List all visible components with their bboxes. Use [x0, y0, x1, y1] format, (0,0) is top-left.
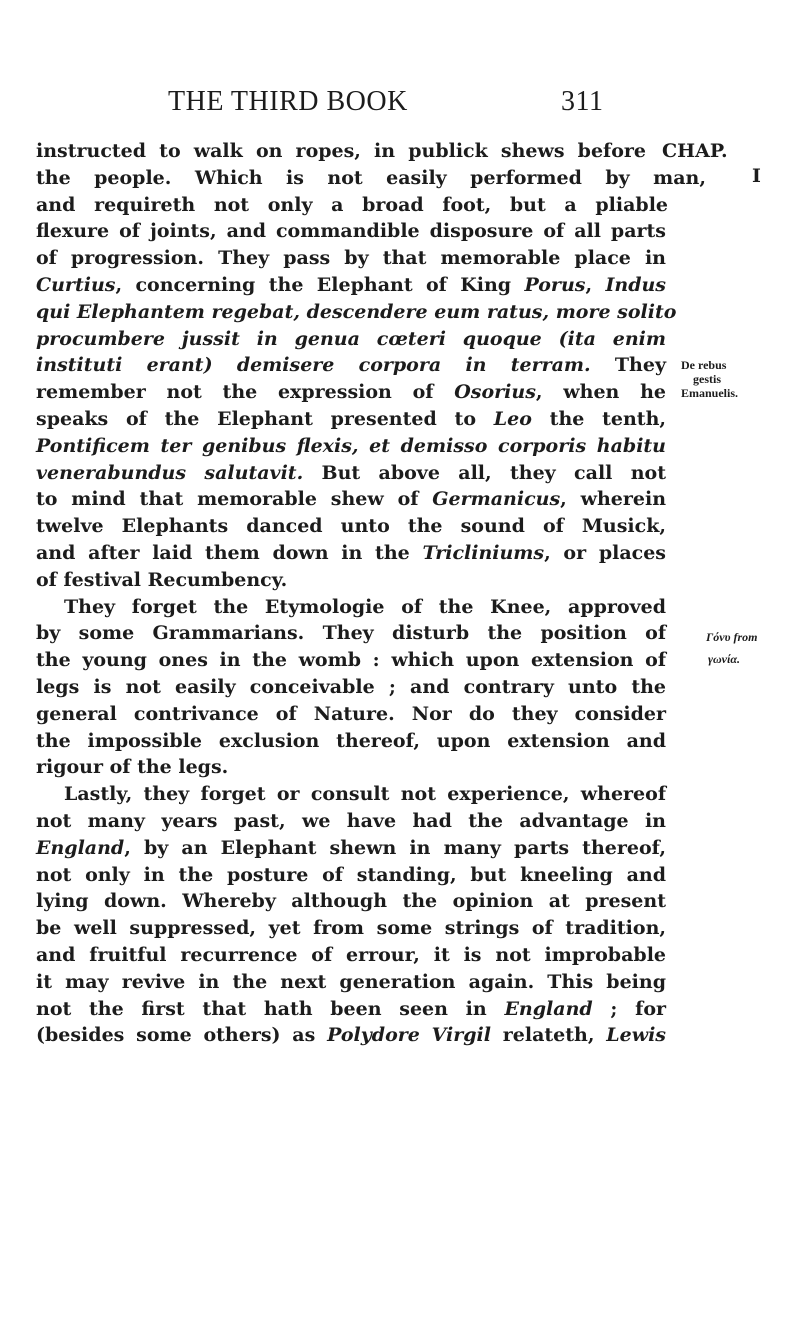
- text-line: be well suppressed, yet from some strings of tradition,: [36, 917, 666, 940]
- text-line: [36, 352, 666, 379]
- text-line: the impossible exclusion thereof, upon extension and: [36, 729, 666, 752]
- text-line: not many years past, we have had the advantage in: [36, 809, 666, 832]
- text-span: remember not the expression of: [36, 381, 455, 404]
- text-line: rigour of the legs.: [36, 756, 229, 779]
- margin-note-line: γωνία.: [708, 652, 740, 666]
- italic-text: Indus: [605, 273, 666, 296]
- page-number: 311: [561, 86, 604, 117]
- italic-text: Germanicus: [432, 488, 561, 511]
- text-span: , wherein: [560, 488, 667, 511]
- text-line: [36, 996, 666, 1023]
- italic-text: venerabundus salutavit.: [36, 461, 304, 484]
- text-line: legs is not easily conceivable ; and contrary unto the: [36, 675, 666, 698]
- text-line: general contrivance of Nature. Nor do they consider: [36, 702, 666, 725]
- text-line: flexure of joints, and commandible disposure of all parts: [36, 220, 666, 243]
- text-span: not the first that hath been seen in: [36, 997, 505, 1020]
- text-line: the people. Which is not easily performed by man,: [36, 166, 706, 189]
- text-line: They forget the Etymologie of the Knee, approved: [64, 595, 666, 618]
- text-line: [36, 272, 666, 299]
- text-line: [36, 433, 666, 460]
- text-span: the tenth,: [531, 407, 666, 430]
- text-span: , concerning the Elephant of King: [115, 273, 525, 296]
- text-span: They: [590, 354, 666, 377]
- text-span: But above all, they call not: [303, 461, 666, 484]
- italic-text: Lewis: [606, 1024, 666, 1047]
- margin-note-line: Emanuelis.: [681, 386, 739, 400]
- text-span: , or places: [544, 541, 666, 564]
- margin-note-line: De rebus: [681, 358, 727, 372]
- text-line: not only in the posture of standing, but kneeling and: [36, 863, 666, 886]
- body-text: [36, 138, 722, 1049]
- text-line: [36, 540, 666, 567]
- italic-text: instituti erant) demisere corpora in terram.: [36, 354, 591, 377]
- text-line: [36, 835, 666, 862]
- text-line: instructed to walk on ropes, in publick shews before: [36, 140, 646, 162]
- text-line: [36, 460, 666, 487]
- text-line: [36, 1022, 666, 1049]
- text-line: and requireth not only a broad foot, but a pliable: [36, 193, 668, 216]
- text-line: [36, 326, 666, 353]
- text-line: of progression. They pass by that memorable place in: [36, 247, 666, 270]
- text-span: speaks of the Elephant presented to: [36, 407, 494, 430]
- italic-text: Curtius: [36, 273, 116, 296]
- text-line: by some Grammarians. They disturb the position of: [36, 622, 666, 645]
- chapter-number: I: [752, 165, 761, 187]
- italic-text: England: [36, 836, 125, 859]
- italic-text: England: [504, 997, 593, 1020]
- margin-note-line: Γόνυ from: [706, 630, 758, 644]
- text-span: ; for: [592, 997, 666, 1020]
- text-span: and after laid them down in the: [36, 541, 423, 564]
- text-line: it may revive in the next generation again. This being: [36, 970, 666, 993]
- italic-text: Leo: [493, 407, 532, 430]
- text-span: to mind that memorable shew of: [36, 488, 433, 511]
- text-span: , when he: [535, 381, 666, 404]
- text-line: [36, 486, 666, 513]
- text-line: twelve Elephants danced unto the sound of Musick,: [36, 515, 666, 538]
- text-line: [36, 406, 666, 433]
- italic-text: Porus: [524, 273, 586, 296]
- text-line: of festival Recumbency.: [36, 568, 288, 591]
- text-span: relateth,: [491, 1024, 607, 1047]
- page-title: THE THIRD BOOK: [168, 86, 408, 117]
- text-line: Lastly, they forget or consult not experience, whereof: [64, 783, 666, 806]
- text-line: [36, 379, 666, 406]
- italic-text: qui Elephantem regebat, descendere eum ratus, more solito: [36, 300, 677, 323]
- text-span: ,: [585, 273, 606, 296]
- italic-text: Pontificem ter genibus flexis, et demisso corporis habitu: [36, 434, 666, 457]
- italic-text: Polydore Virgil: [327, 1024, 491, 1047]
- text-line: and fruitful recurrence of errour, it is not improbable: [36, 943, 666, 966]
- italic-text: Tricliniums: [422, 541, 545, 564]
- text-line: lying down. Whereby although the opinion at present: [36, 890, 666, 913]
- italic-text: Osorius: [454, 381, 536, 404]
- text-span: (besides some others) as: [36, 1024, 328, 1047]
- text-line: the young ones in the womb : which upon extension of: [36, 649, 666, 672]
- italic-text: procumbere jussit in genua cœteri quoque (ita enim: [36, 327, 666, 350]
- text-line: [36, 299, 677, 326]
- margin-note-line: gestis: [693, 372, 721, 386]
- chapter-label: CHAP.: [662, 140, 728, 162]
- text-span: , by an Elephant shewn in many parts thereof,: [124, 836, 666, 859]
